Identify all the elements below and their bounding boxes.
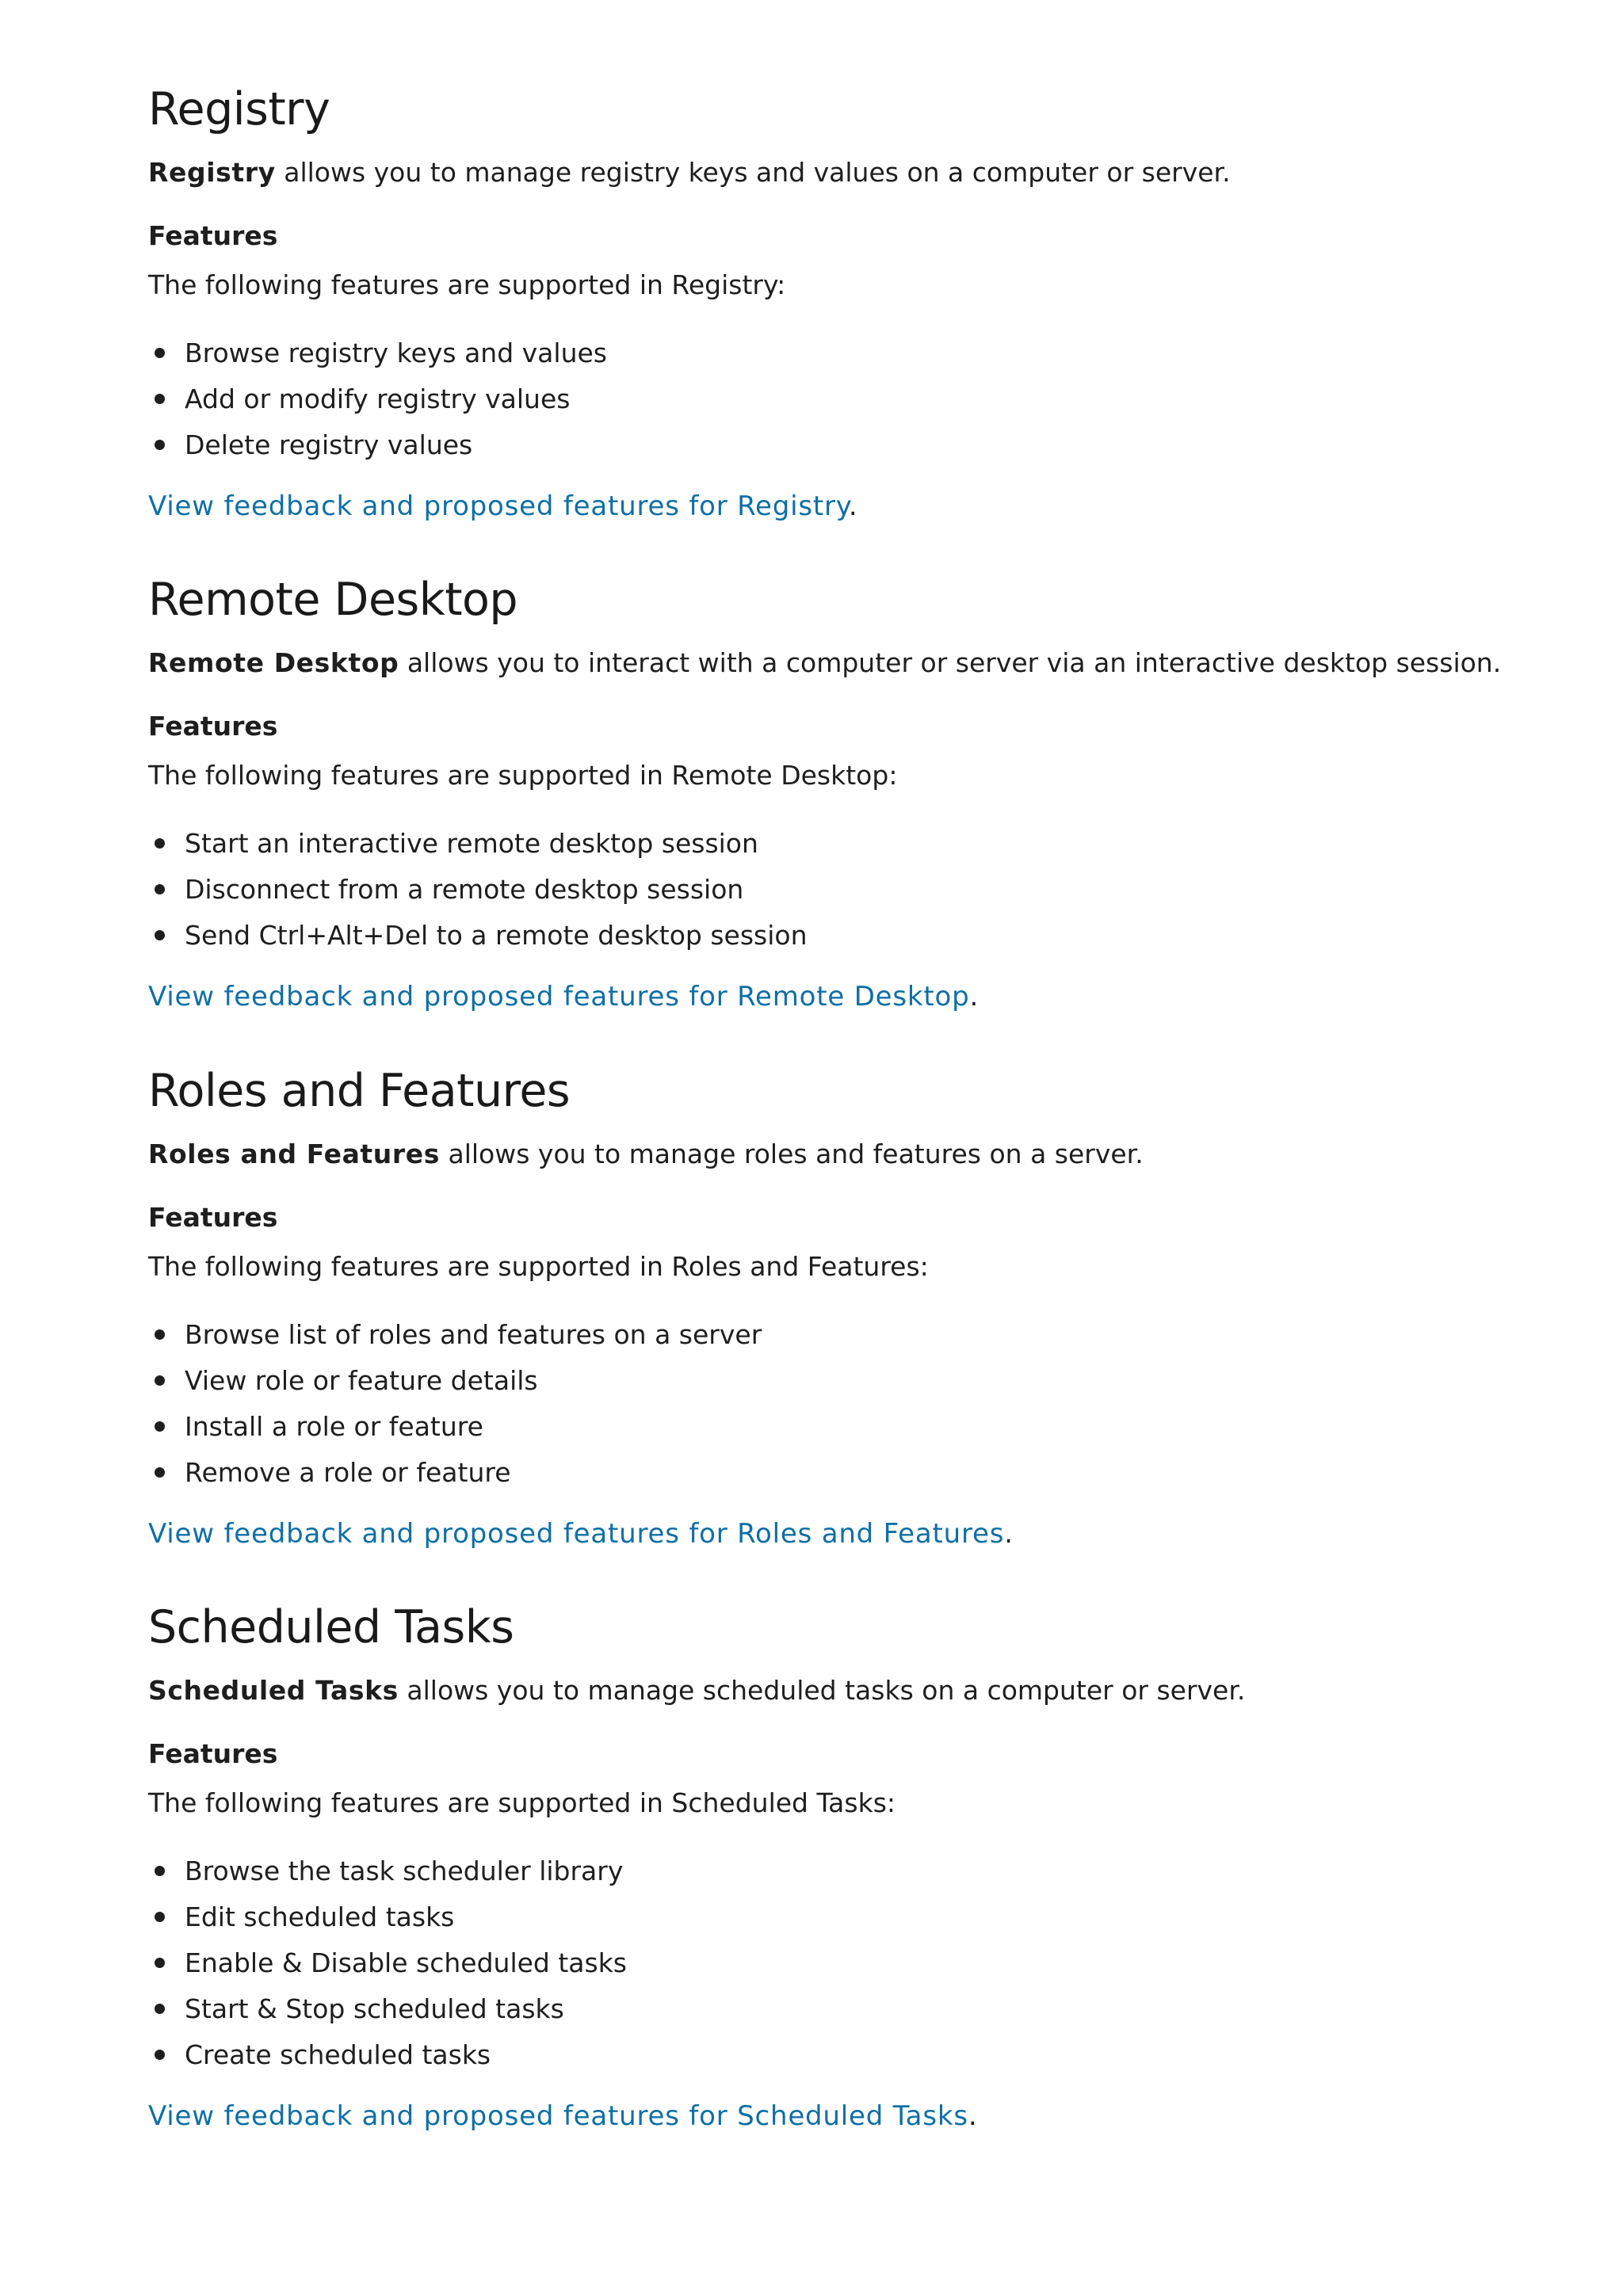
bullet-icon xyxy=(155,1912,165,1922)
section-intro xyxy=(148,646,1511,681)
intro-term: Registry xyxy=(148,157,276,188)
bullet-icon xyxy=(155,1421,165,1432)
list-item: Delete registry values xyxy=(148,422,1511,468)
list-item: Add or modify registry values xyxy=(148,376,1511,422)
bullet-icon xyxy=(155,838,165,849)
feature-list xyxy=(148,1312,1511,1496)
bullet-icon xyxy=(155,1375,165,1386)
features-heading: Features xyxy=(148,1738,278,1769)
section-title: Registry xyxy=(148,83,330,135)
feature-list xyxy=(148,1848,1511,2078)
bullet-icon xyxy=(155,348,165,358)
features-heading: Features xyxy=(148,711,278,742)
list-item: Install a role or feature xyxy=(148,1404,1511,1450)
list-item: Browse the task scheduler library xyxy=(148,1848,1511,1894)
features-intro: The following features are supported in Roles and Features: xyxy=(148,1251,929,1282)
feedback-line: View feedback and proposed features for Scheduled Tasks. xyxy=(148,2100,978,2132)
bullet-icon xyxy=(155,1958,165,1968)
features-intro: The following features are supported in Scheduled Tasks: xyxy=(148,1787,896,1818)
features-heading: Features xyxy=(148,1202,278,1233)
feedback-line: View feedback and proposed features for Remote Desktop. xyxy=(148,981,980,1013)
feature-list xyxy=(148,330,1511,468)
section-registry xyxy=(148,82,1511,524)
bullet-icon xyxy=(155,1866,165,1876)
section-intro xyxy=(148,1673,1511,1708)
section-remote-desktop xyxy=(148,572,1511,1014)
list-item: Remove a role or feature xyxy=(148,1450,1511,1496)
intro-term: Roles and Features xyxy=(148,1138,440,1169)
features-heading: Features xyxy=(148,220,278,251)
features-intro: The following features are supported in Remote Desktop: xyxy=(148,760,898,791)
intro-text: allows you to interact with a computer or server via an interactive desktop session. xyxy=(399,647,1502,678)
feedback-link[interactable]: View feedback and proposed features for Scheduled Tasks xyxy=(148,2100,968,2132)
bullet-icon xyxy=(155,2004,165,2014)
feedback-line: View feedback and proposed features for Registry. xyxy=(148,490,858,522)
section-roles-and-features xyxy=(148,1063,1511,1551)
section-intro xyxy=(148,155,1511,190)
bullet-icon xyxy=(155,930,165,940)
section-title: Scheduled Tasks xyxy=(148,1601,514,1653)
bullet-icon xyxy=(155,2050,165,2060)
section-title: Roles and Features xyxy=(148,1065,571,1117)
list-item: View role or feature details xyxy=(148,1358,1511,1404)
features-intro: The following features are supported in Registry: xyxy=(148,269,786,300)
intro-text: allows you to manage registry keys and values on a computer or server. xyxy=(275,157,1231,188)
feedback-link[interactable]: View feedback and proposed features for Remote Desktop xyxy=(148,981,970,1013)
feedback-link[interactable]: View feedback and proposed features for Registry xyxy=(148,490,849,522)
list-item: Create scheduled tasks xyxy=(148,2032,1511,2078)
list-item: Browse list of roles and features on a server xyxy=(148,1312,1511,1358)
section-title: Remote Desktop xyxy=(148,574,518,626)
list-item: Start & Stop scheduled tasks xyxy=(148,1986,1511,2032)
bullet-icon xyxy=(155,440,165,450)
section-intro xyxy=(148,1137,1511,1172)
intro-term: Remote Desktop xyxy=(148,647,399,678)
bullet-icon xyxy=(155,394,165,404)
intro-text: allows you to manage roles and features on a server. xyxy=(440,1138,1144,1169)
list-item: Enable & Disable scheduled tasks xyxy=(148,1940,1511,1986)
feedback-line: View feedback and proposed features for Roles and Features. xyxy=(148,1518,1014,1550)
intro-text: allows you to manage scheduled tasks on a computer or server. xyxy=(398,1675,1246,1706)
list-item: Edit scheduled tasks xyxy=(148,1894,1511,1940)
bullet-icon xyxy=(155,1329,165,1340)
section-scheduled-tasks xyxy=(148,1600,1511,2134)
intro-term: Scheduled Tasks xyxy=(148,1675,399,1706)
feature-list xyxy=(148,821,1511,959)
list-item: Browse registry keys and values xyxy=(148,330,1511,376)
list-item: Send Ctrl+Alt+Del to a remote desktop session xyxy=(148,913,1511,959)
bullet-icon xyxy=(155,1467,165,1478)
list-item: Start an interactive remote desktop session xyxy=(148,821,1511,867)
bullet-icon xyxy=(155,884,165,894)
feedback-link[interactable]: View feedback and proposed features for Roles and Features xyxy=(148,1518,1005,1550)
list-item: Disconnect from a remote desktop session xyxy=(148,867,1511,913)
